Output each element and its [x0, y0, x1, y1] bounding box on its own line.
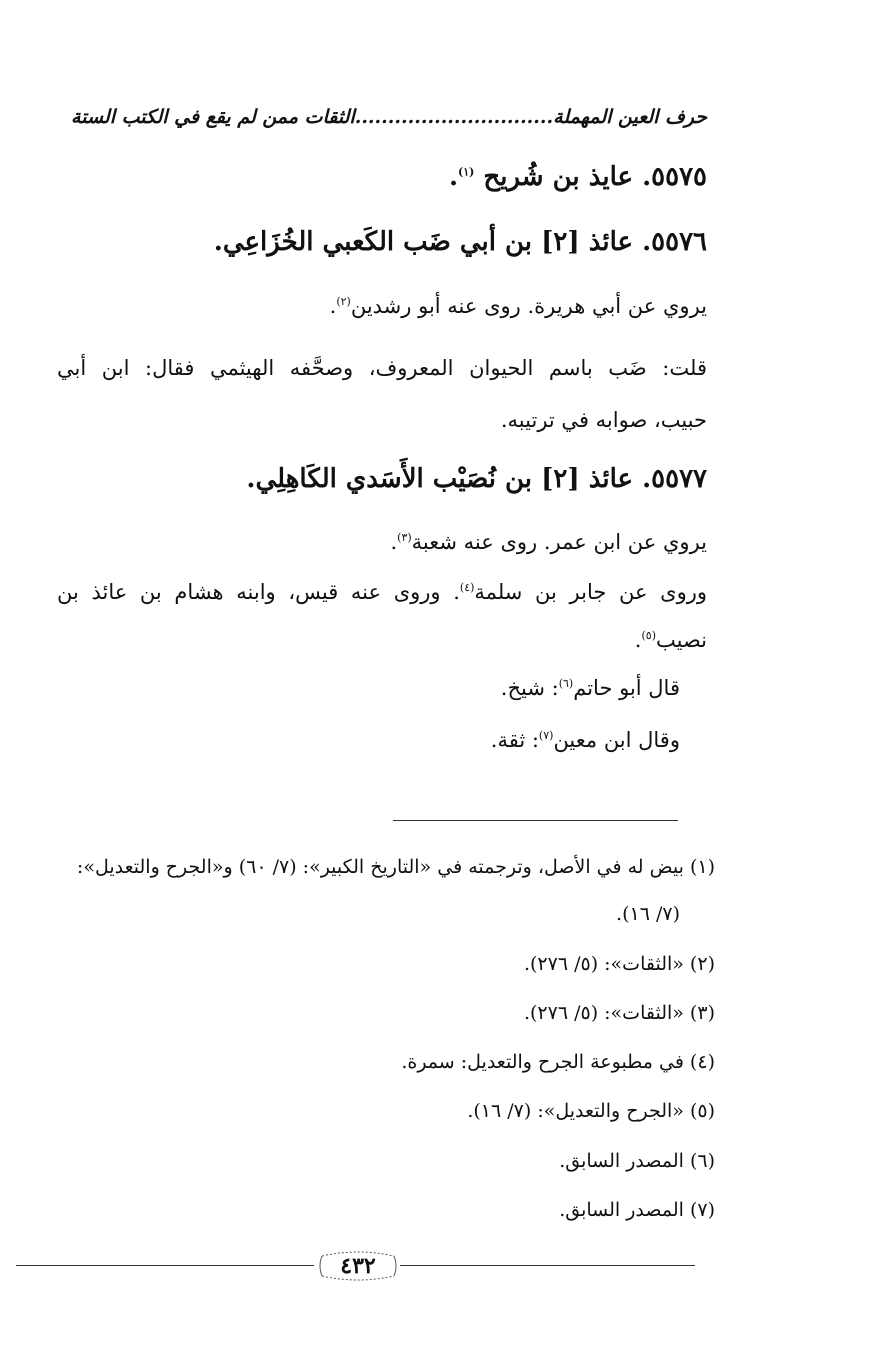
page-footer-rule-right [400, 1265, 695, 1266]
page-number-text: ٤٣٢ [340, 1253, 376, 1279]
footnote-separator [393, 820, 678, 821]
footnote-marker: (٦) [558, 677, 574, 690]
entry-title-5576: ٥٥٧٦. عائذ [٢] بن أبي ضَب الكَعبي الخُزَاعِي. [213, 227, 707, 257]
footnote-marker: (٧) [538, 729, 554, 742]
footnote-marker: (٤) [459, 581, 475, 594]
footnote-1-continuation: (٧/ ١٦). [616, 903, 680, 925]
body-text: نصيب [655, 628, 707, 652]
body-text: . [634, 628, 642, 652]
body-text: يروي عن ابن عمر. روى عنه شعبة [411, 530, 707, 554]
body-text: . [329, 294, 337, 318]
body-text: قال أبو حاتم [573, 676, 680, 700]
body-text: : ثقة. [490, 728, 539, 752]
entry-body-line [57, 580, 707, 604]
page-number [316, 1248, 400, 1284]
page-footer-rule-left [16, 1265, 314, 1266]
entry-body-line [390, 530, 707, 554]
footnote-4: (٤) في مطبوعة الجرح والتعديل: سمرة. [401, 1051, 715, 1073]
body-text: يروي عن أبي هريرة. روى عنه أبو رشدين [350, 294, 707, 318]
entry-title-text: ٥٥٧٥. عايذ بن شُريح [483, 162, 707, 192]
footnote-5: (٥) «الجرح والتعديل»: (٧/ ١٦). [467, 1100, 715, 1122]
footnote-3: (٣) «الثقات»: (٥/ ٢٧٦). [523, 1002, 715, 1024]
footnote-6: (٦) المصدر السابق. [559, 1150, 715, 1172]
entry-body-line [491, 728, 680, 752]
entry-body-line [501, 676, 680, 700]
footnote-7: (٧) المصدر السابق. [559, 1199, 715, 1221]
footnote-marker: (٢) [336, 295, 351, 308]
footnote-1: (١) بيض له في الأصل، وترجمته في «التاريخ الكبير»: (٧/ ٦٠) و«الجرح والتعديل»: [76, 856, 715, 878]
entry-title-5577: ٥٥٧٧. عائذ [٢] بن نُصَيْب الأَسَدي الكَاهِلِي. [246, 464, 707, 494]
footnote-marker: (١) [458, 165, 475, 179]
footnote-marker: (٥) [641, 629, 656, 642]
body-text: . [390, 530, 398, 554]
body-text: وروى عن جابر بن سلمة [474, 580, 708, 604]
body-text: : شيخ. [500, 676, 559, 700]
entry-body-line: حبيب، صوابه في ترتيبه. [500, 408, 707, 432]
entry-title-end: . [448, 162, 458, 192]
body-text: . وروى عنه قيس، وابنه هشام بن عائذ بن [57, 580, 460, 604]
entry-body-line: قلت: ضَب باسم الحيوان المعروف، وصحَّفه الهيثمي فقال: ابن أبي [57, 356, 707, 380]
body-text: وقال ابن معين [553, 728, 680, 752]
footnote-2: (٢) «الثقات»: (٥/ ٢٧٦). [523, 953, 715, 975]
entry-title-5575 [449, 162, 707, 192]
footnote-marker: (٣) [397, 531, 412, 544]
entry-body-line [330, 294, 707, 318]
entry-body-line [635, 628, 707, 652]
running-header: حرف العين المهملة..............................الثقات ممن لم يقع في الكتب الستة [71, 106, 707, 128]
